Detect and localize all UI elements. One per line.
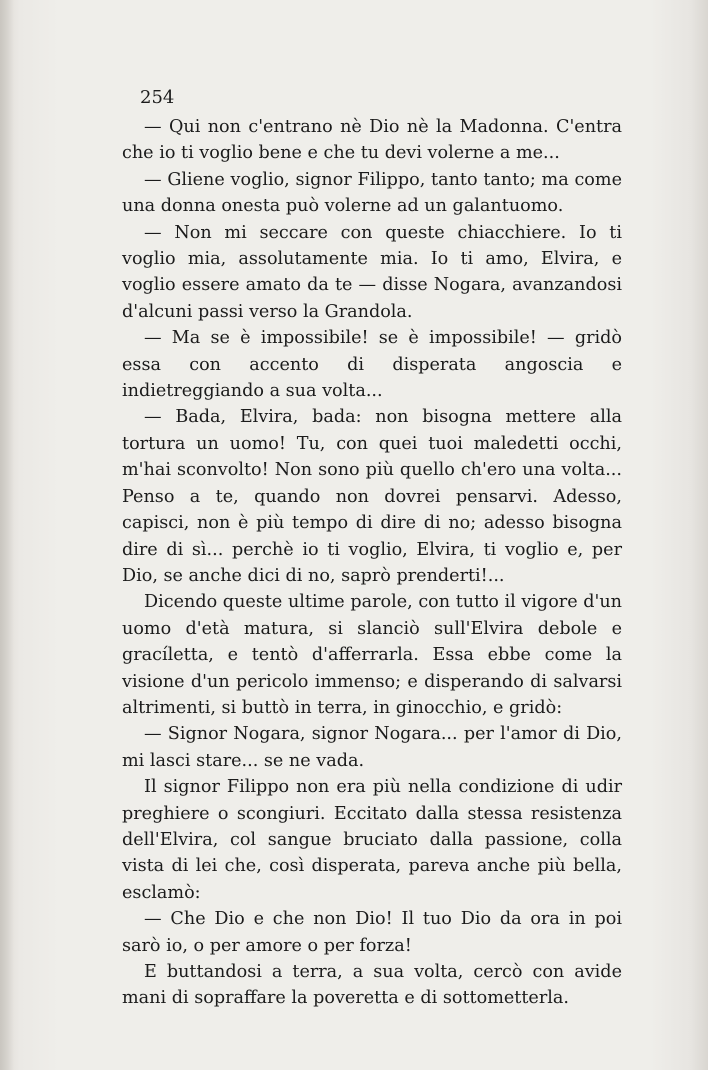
paragraph: Dicendo queste ultime parole, con tutto il vigore d'un uomo d'età matura, si slanciò sull'Elvira debole e gracíletta, e tentò d'afferrarla. Essa ebbe come la visione d'un pericolo immenso; e disperando di salvarsi altrimenti, si buttò in terra, in ginocchio, e gridò:: [122, 592, 622, 718]
paragraph: — Bada, Elvira, bada: non bisogna mettere alla tortura un uomo! Tu, con quei tuoi maledetti occhi, m'hai sconvolto! Non sono più quello ch'ero una volta... Penso a te, quando non dovrei pensarvi. Adesso, capisci, non è più tempo di dire di no; adesso bisogna dire di sì... perchè io ti voglio, Elvira, ti voglio e, per Dio, se anche dici di no, saprò prenderti!...: [122, 407, 622, 586]
paragraph: Il signor Filippo non era più nella condizione di udir preghiere o scongiuri. Eccitato dalla stessa resistenza dell'Elvira, col sangue bruciato dalla passione, colla vista di lei che, così disperata, pareva anche più bella, esclamò:: [122, 777, 622, 903]
text-block: [122, 114, 622, 1012]
paragraph: — Gliene voglio, signor Filippo, tanto tanto; ma come una donna onesta può volerne ad un galantuomo.: [122, 169, 622, 217]
page-number: 254: [140, 87, 175, 108]
paragraph: — Non mi seccare con queste chiacchiere. Io ti voglio mia, assolutamente mia. Io ti amo, Elvira, e voglio essere amato da te — disse Nogara, avanzandosi d'alcuni passi verso la Grandola.: [122, 222, 622, 322]
paragraph: — Qui non c'entrano nè Dio nè la Madonna. C'entra che io ti voglio bene e che tu devi volerne a me...: [122, 117, 622, 164]
paragraph: — Signor Nogara, signor Nogara... per l'amor di Dio, mi lasci stare... se ne vada.: [122, 724, 622, 771]
paragraph: E buttandosi a terra, a sua volta, cercò con avide mani di sopraffare la poveretta e di sottometterla.: [122, 962, 622, 1009]
paragraph: — Che Dio e che non Dio! Il tuo Dio da ora in poi sarò io, o per amore o per forza!: [122, 909, 622, 956]
gutter-shadow: [0, 0, 14, 1070]
paragraph: — Ma se è impossibile! se è impossibile! — gridò essa con accento di disperata angoscia e indietreggiando a sua volta...: [122, 328, 622, 402]
